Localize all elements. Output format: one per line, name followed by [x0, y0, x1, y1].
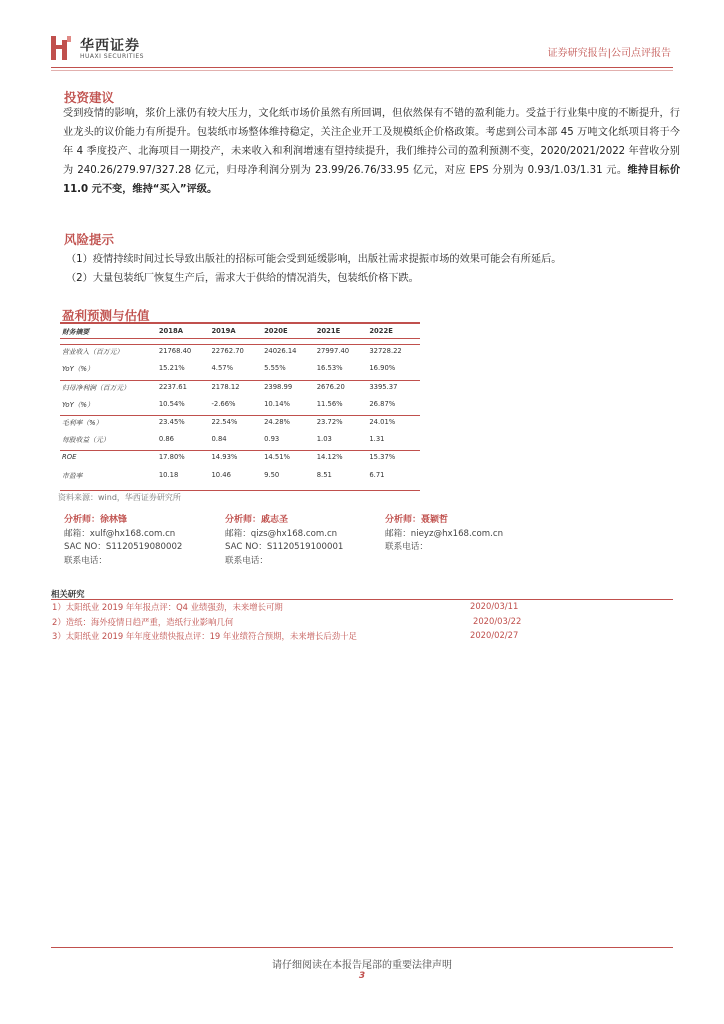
- forecast-table: [60, 324, 420, 481]
- table-cell: YoY（%）: [62, 365, 94, 374]
- table-cell: 6.71: [369, 470, 385, 479]
- table-row: [60, 451, 420, 464]
- table-cell: 14.93%: [209, 451, 262, 464]
- table-cell: 14.51%: [262, 451, 315, 464]
- analyst-phone: 联系电话：: [385, 542, 428, 552]
- related-item-2[interactable]: 2）造纸：海外疫情日趋严重，造纸行业影响几何: [52, 617, 234, 627]
- investment-rating-text: 维持目标价 11.0 元不变，维持“买入”评级。: [63, 165, 681, 195]
- table-cell: 22.54%: [209, 415, 262, 428]
- related-research-title: 相关研究: [51, 589, 85, 599]
- analyst-block-1: [64, 514, 182, 568]
- related-item-date: 2020/02/27: [470, 630, 519, 640]
- table-cell: 27997.40: [315, 345, 368, 358]
- analyst-block-3: [385, 514, 503, 555]
- table-cell: YoY（%）: [62, 400, 94, 409]
- table-cell: 21768.40: [157, 345, 210, 358]
- page-number: 3: [358, 971, 366, 981]
- huaxi-logo-icon: [51, 36, 71, 60]
- table-header-cell: 2019A: [209, 324, 262, 339]
- footer-divider: [51, 947, 673, 948]
- analyst-name: 分析师：聂颖哲: [385, 515, 449, 525]
- table-cell: 1.03: [316, 435, 332, 444]
- table-cell: 归母净利润（百万元）: [60, 380, 157, 393]
- table-cell: 24.01%: [367, 415, 420, 428]
- related-research-rule: [51, 599, 673, 600]
- table-cell: 2237.61: [157, 380, 210, 393]
- table-cell: 每股收益（元）: [62, 436, 110, 445]
- header-divider-thin: [51, 70, 673, 71]
- table-cell: 16.90%: [369, 364, 396, 373]
- table-cell: 2398.99: [262, 380, 315, 393]
- related-item-date: 2020/03/22: [473, 616, 522, 626]
- table-cell: 17.80%: [157, 451, 210, 464]
- table-cell: 14.12%: [315, 451, 368, 464]
- table-header-cell: 财务摘要: [60, 324, 157, 339]
- analyst-email[interactable]: 邮箱：nieyz@hx168.com.cn: [385, 528, 504, 539]
- logo-english-name: HUAXI SECURITIES: [80, 53, 144, 60]
- table-cell: 26.87%: [369, 399, 396, 408]
- table-header-row: [60, 324, 420, 339]
- forecast-section-title: 盈利预测与估值: [62, 308, 150, 323]
- table-cell: 8.51: [316, 470, 332, 479]
- table-cell: 0.84: [211, 435, 227, 444]
- table-cell: 1.31: [369, 435, 385, 444]
- legal-notice: 请仔细阅读在本报告尾部的重要法律声明: [272, 960, 452, 971]
- related-item-1[interactable]: 1）太阳纸业 2019 年年报点评：Q4 业绩强劲，未来增长可期: [52, 602, 283, 612]
- analyst-phone: 联系电话：: [225, 555, 268, 566]
- table-cell: 营业收入（百万元）: [60, 345, 157, 358]
- table-header-cell: 2018A: [157, 324, 210, 339]
- table-row: [60, 469, 420, 481]
- table-source-note: 资料来源：wind，华西证券研究所: [58, 493, 181, 502]
- table-cell: 4.57%: [211, 364, 234, 373]
- table-cell: 11.56%: [316, 399, 343, 408]
- table-row: [60, 415, 420, 428]
- table-cell: ROE: [60, 451, 157, 464]
- table-cell: 24.28%: [262, 415, 315, 428]
- table-cell: 10.54%: [158, 399, 185, 408]
- analyst-email[interactable]: 邮箱：xulf@hx168.com.cn: [64, 528, 176, 539]
- analyst-name: 分析师：徐林锋: [64, 515, 128, 525]
- table-cell: 16.53%: [316, 364, 343, 373]
- analyst-email[interactable]: 邮箱：qizs@hx168.com.cn: [225, 528, 338, 539]
- table-cell: 毛利率（%）: [60, 415, 157, 428]
- analyst-block-2: [225, 514, 343, 568]
- investment-section-title: 投资建议: [64, 90, 115, 105]
- header-divider: [51, 67, 673, 68]
- table-header-cell: 2021E: [315, 324, 368, 339]
- table-cell: 2178.12: [209, 380, 262, 393]
- table-cell: 32728.22: [367, 345, 420, 358]
- table-cell: 24026.14: [262, 345, 315, 358]
- table-cell: 15.21%: [158, 364, 185, 373]
- table-cell: 23.72%: [315, 415, 368, 428]
- forecast-table-bottom-rule: [60, 490, 420, 491]
- risk-item-1: （1）疫情持续时间过长导致出版社的招标可能会受到延缓影响，出版社需求提振市场的效果可能会有所延后。: [66, 254, 562, 265]
- report-type-label: 证券研究报告|公司点评报告: [547, 48, 671, 59]
- related-item-date: 2020/03/11: [470, 601, 519, 611]
- table-cell: 23.45%: [157, 415, 210, 428]
- table-cell: 22762.70: [209, 345, 262, 358]
- risk-section-title: 风险提示: [64, 232, 115, 247]
- table-cell: 15.37%: [367, 451, 420, 464]
- table-cell: 10.18: [158, 470, 179, 479]
- table-cell: 9.50: [264, 470, 280, 479]
- table-cell: 10.46: [211, 470, 231, 479]
- table-cell: 0.86: [158, 435, 174, 444]
- related-item-3[interactable]: 3）太阳纸业 2019 年年度业绩快报点评：19 年业绩符合预期，未来增长后劲十足: [52, 631, 357, 641]
- table-row: [60, 362, 420, 374]
- analyst-sac: SAC NO：S1120519100001: [225, 542, 344, 552]
- table-cell: 2676.20: [315, 380, 368, 393]
- investment-body-text: 受到疫情的影响，浆价上涨仍有较大压力，文化纸市场价虽然有所回调，但依然保有不错的盈利能力。受益于行业集中度的不断提升，行业龙头的议价能力有所提升。包装纸市场整体维持稳定，关注企业开工及规模纸企价格政策。考虑到公司本部 45 万吨文化纸项目将于今年 4 季度投产、北海项目一期投产，未来收入和利润增速有望持续提升，我们维持公司的盈利预测不变，2020/2021/2022 年营收分别为 240.26/279.97/327.28 亿元，归母净利润分别为 23.99/26.76/33.95 亿元，对应 EPS 分别为 0.93/1.03/1.31 元。: [63, 108, 680, 176]
- table-row: [60, 380, 420, 393]
- table-cell: -2.66%: [211, 399, 236, 408]
- table-row: [60, 433, 420, 445]
- table-cell: 0.93: [264, 435, 280, 444]
- analyst-name: 分析师：戚志圣: [225, 515, 289, 525]
- analyst-phone: 联系电话：: [64, 555, 107, 566]
- table-cell: 5.55%: [264, 364, 286, 373]
- table-header-cell: 2020E: [262, 324, 315, 339]
- risk-item-2: （2）大量包装纸厂恢复生产后，需求大于供给的情况消失，包装纸价格下跌。: [66, 273, 419, 284]
- table-cell: 3395.37: [367, 380, 420, 393]
- logo-chinese-name: 华西证券: [80, 38, 140, 54]
- investment-paragraph: [63, 104, 680, 199]
- table-row: [60, 345, 420, 358]
- table-cell: 10.14%: [264, 399, 290, 408]
- table-cell: 市盈率: [62, 471, 83, 480]
- table-row: [60, 398, 420, 410]
- table-header-cell: 2022E: [367, 324, 420, 339]
- analyst-sac: SAC NO：S1120519080002: [64, 542, 183, 552]
